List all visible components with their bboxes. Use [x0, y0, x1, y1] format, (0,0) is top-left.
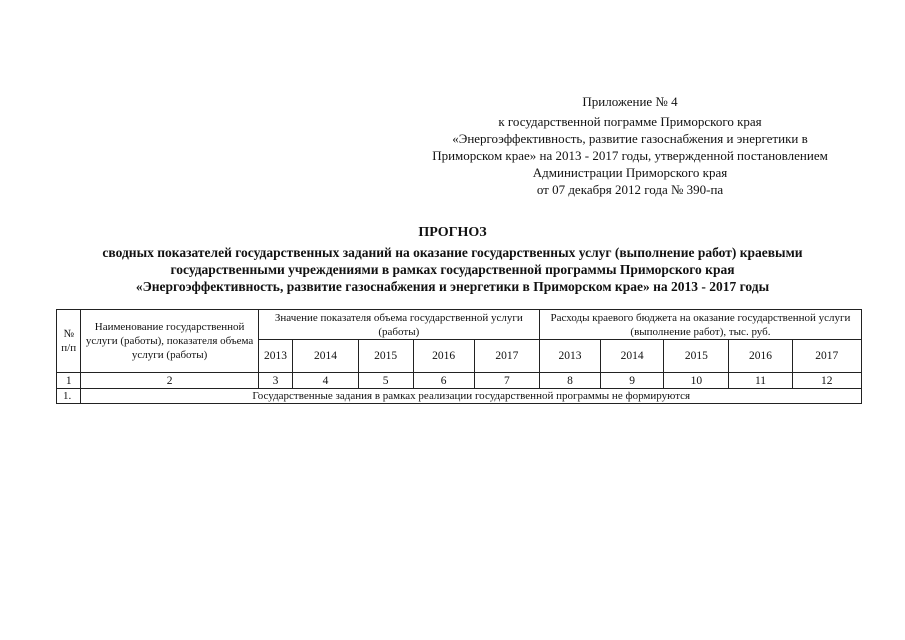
header-year: 2014: [293, 340, 358, 373]
document-title: ПРОГНОЗ: [418, 225, 487, 240]
column-number: 6: [413, 373, 474, 389]
header-year: 2015: [358, 340, 413, 373]
column-number: 2: [81, 373, 258, 389]
column-number: 9: [601, 373, 664, 389]
column-number: 8: [539, 373, 600, 389]
header-year: 2013: [258, 340, 293, 373]
header-year: 2017: [792, 340, 861, 373]
header-year: 2016: [413, 340, 474, 373]
appendix-text: [400, 113, 860, 198]
appendix-line: Приморском крае» на 2013 - 2017 годы, утвержденной постановлением: [432, 148, 828, 163]
subtitle-line: «Энергоэффективность, развитие газоснабжения и энергетики в Приморском крае» на 2013 - 2017 годы: [135, 279, 770, 294]
appendix-line: Администрации Приморского края: [532, 165, 728, 180]
appendix-line: от 07 декабря 2012 года № 390-па: [536, 182, 724, 197]
appendix-title: Приложение № 4: [582, 94, 678, 109]
header-name: Наименование государственной услуги (работы), показателя объема услуги (работы): [81, 310, 258, 373]
document-subtitle: [40, 244, 865, 295]
table-row: [57, 389, 862, 404]
header-year: 2015: [664, 340, 729, 373]
row-text: Государственные задания в рамках реализации государственной программы не формируются: [81, 389, 862, 404]
column-number: 7: [474, 373, 539, 389]
header-year: 2017: [474, 340, 539, 373]
column-number: 4: [293, 373, 358, 389]
subtitle-line: сводных показателей государственных заданий на оказание государственных услуг (выполнение работ) краевыми: [102, 245, 803, 260]
header-year: 2014: [601, 340, 664, 373]
column-number: 10: [664, 373, 729, 389]
header-year: 2013: [539, 340, 600, 373]
header-volume-group: Значение показателя объема государственной услуги (работы): [258, 310, 539, 340]
appendix-line: к государственной пограмме Приморского края: [498, 114, 762, 129]
header-year: 2016: [729, 340, 792, 373]
column-number: 5: [358, 373, 413, 389]
column-number: 11: [729, 373, 792, 389]
subtitle-line: государственными учреждениями в рамках государственной программы Приморского края: [170, 262, 735, 277]
column-number: 12: [792, 373, 861, 389]
row-number: 1.: [57, 389, 81, 404]
column-number: 3: [258, 373, 293, 389]
header-num: № п/п: [57, 310, 81, 373]
appendix-line: «Энергоэффективность, развитие газоснабжения и энергетики в: [452, 131, 808, 146]
column-number: 1: [57, 373, 81, 389]
forecast-table: [56, 309, 862, 404]
header-budget-group: Расходы краевого бюджета на оказание государственной услуги (выполнение работ), тыс. руб.: [539, 310, 861, 340]
